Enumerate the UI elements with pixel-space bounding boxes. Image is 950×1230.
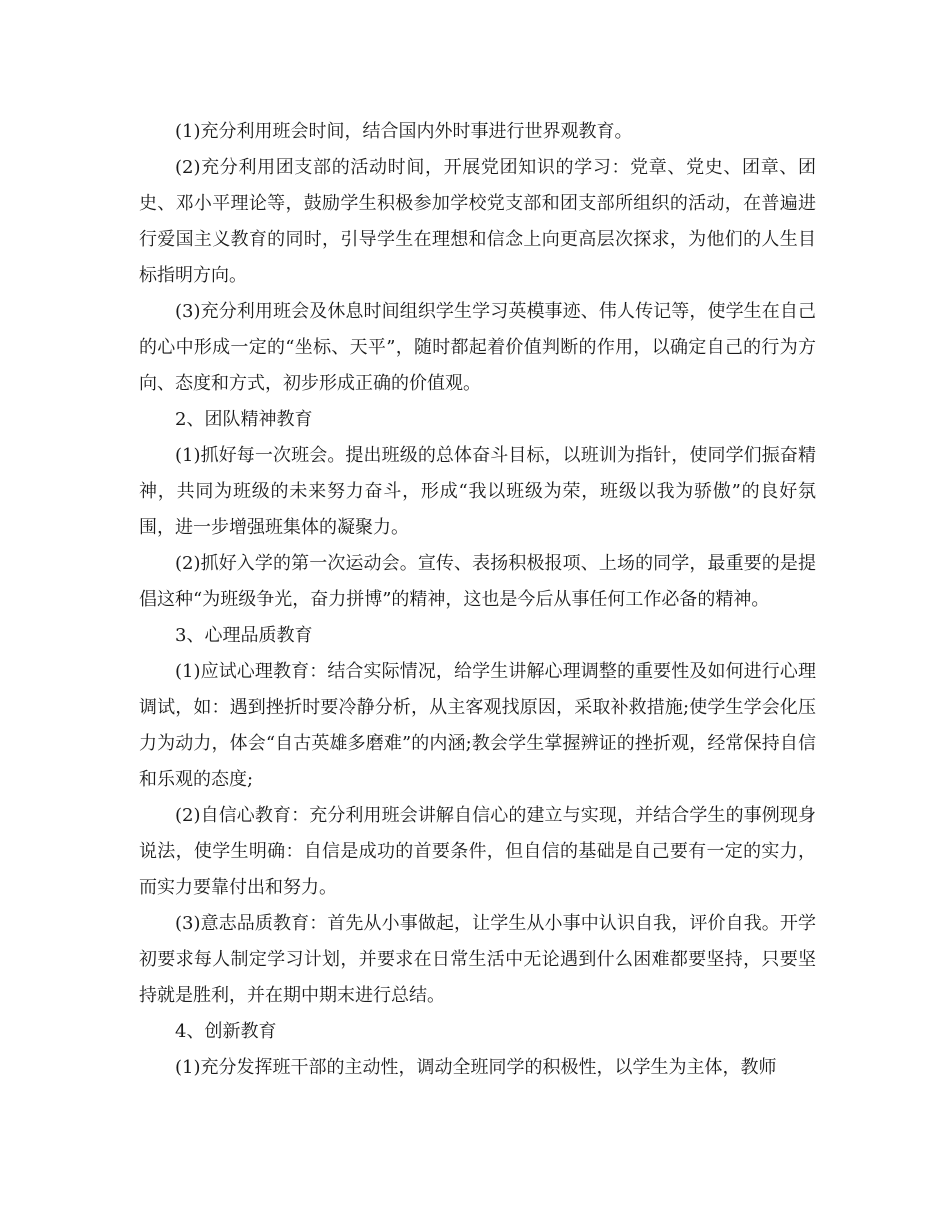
paragraph-psychology-item-2: (2)自信心教育：充分利用班会讲解自信心的建立与实现，并结合学生的事例现身说法，使学生明确：自信是成功的首要条件，但自信的基础是自己要有一定的实力，而实力要靠付出和努力。 bbox=[139, 805, 816, 898]
document-body bbox=[139, 114, 816, 1086]
paragraph-psychology-item-3: (3)意志品质教育：首先从小事做起，让学生从小事中认识自我，评价自我。开学初要求每人制定学习计划，并要求在日常生活中无论遇到什么困难都要坚持，只要坚持就是胜利，并在期中期末进行总结。 bbox=[139, 913, 816, 1006]
section-heading-innovation: 4、创新教育 bbox=[175, 1021, 277, 1042]
paragraph-worldview-item-1: (1)充分利用班会时间，结合国内外时事进行世界观教育。 bbox=[175, 121, 633, 142]
paragraph-psychology-item-1: (1)应试心理教育：结合实际情况，给学生讲解心理调整的重要性及如何进行心理调试，如：遇到挫折时要冷静分析，从主客观找原因，采取补救措施;使学生学会化压力为动力，体会“自古英雄多磨难”的内涵;教会学生掌握辨证的挫折观，经常保持自信和乐观的态度; bbox=[139, 661, 816, 790]
section-heading-psychology: 3、心理品质教育 bbox=[175, 625, 313, 646]
paragraph-team-spirit-item-2: (2)抓好入学的第一次运动会。宣传、表扬积极报项、上场的同学，最重要的是提倡这种“为班级争光，奋力拼博”的精神，这也是今后从事任何工作必备的精神。 bbox=[139, 553, 816, 610]
paragraph-innovation-item-1: (1)充分发挥班干部的主动性，调动全班同学的积极性，以学生为主体，教师 bbox=[175, 1057, 777, 1078]
paragraph-worldview-item-2: (2)充分利用团支部的活动时间，开展党团知识的学习：党章、党史、团章、团史、邓小平理论等，鼓励学生积极参加学校党支部和团支部所组织的活动，在普遍进行爱国主义教育的同时，引导学生在理想和信念上向更高层次探求，为他们的人生目标指明方向。 bbox=[139, 157, 816, 286]
section-heading-team-spirit: 2、团队精神教育 bbox=[175, 409, 313, 430]
paragraph-worldview-item-3: (3)充分利用班会及休息时间组织学生学习英模事迹、伟人传记等，使学生在自己的心中形成一定的“坐标、天平”，随时都起着价值判断的作用，以确定自己的行为方向、态度和方式，初步形成正确的价值观。 bbox=[139, 301, 816, 394]
paragraph-team-spirit-item-1: (1)抓好每一次班会。提出班级的总体奋斗目标，以班训为指针，使同学们振奋精神，共同为班级的未来努力奋斗，形成“我以班级为荣，班级以我为骄傲”的良好氛围，进一步增强班集体的凝聚力。 bbox=[139, 445, 816, 538]
